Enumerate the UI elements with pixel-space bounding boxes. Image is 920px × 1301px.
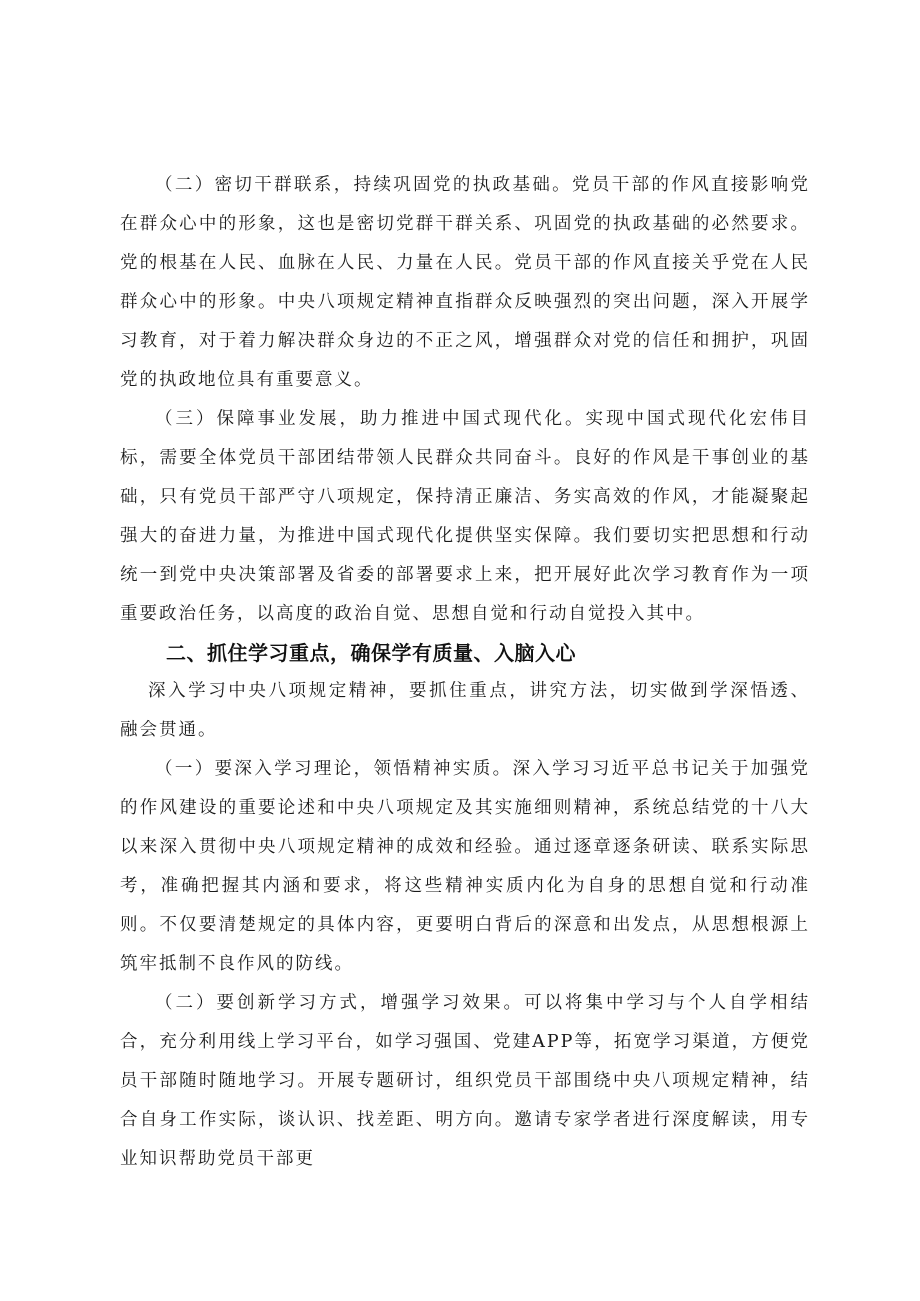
document-body bbox=[120, 166, 810, 1179]
paragraph-study-theory: （一）要深入学习理论，领悟精神实质。深入学习习近平总书记关于加强党的作风建设的重要论述和中央八项规定及其实施细则精神，系统总结党的十八大以来深入贯彻中央八项规定精神的成效和经验。通过逐章逐条研读、联系实际思考，准确把握其内涵和要求，将这些精神实质内化为自身的思想自觉和行动准则。不仅要清楚规定的具体内容，更要明白背后的深意和出发点，从思想根源上筑牢抵制不良作风的防线。 bbox=[120, 759, 810, 974]
paragraph-innovate-methods: （二）要创新学习方式，增强学习效果。可以将集中学习与个人自学相结合，充分利用线上学习平台，如学习强国、党建APP等，拓宽学习渠道，方便党员干部随时随地学习。开展专题研讨，组织党员干部围绕中央八项规定精神，结合自身工作实际，谈认识、找差距、明方向。邀请专家学者进行深度解读，用专业知识帮助党员干部更 bbox=[120, 993, 810, 1169]
section-heading: 二、抓住学习重点，确保学有质量、入脑入心 bbox=[166, 641, 576, 665]
section-intro: 深入学习中央八项规定精神，要抓住重点，讲究方法，切实做到学深悟透、融会贯通。 bbox=[120, 681, 810, 740]
paragraph-support-development: （三）保障事业发展，助力推进中国式现代化。实现中国式现代化宏伟目标，需要全体党员干部团结带领人民群众共同奋斗。良好的作风是干事创业的基础，只有党员干部严守八项规定，保持清正廉洁、务实高效的作风，才能凝聚起强大的奋进力量，为推进中国式现代化提供坚实保障。我们要切实把思想和行动统一到党中央决策部署及省委的部署要求上来，把开展好此次学习教育作为一项重要政治任务，以高度的政治自觉、思想自觉和行动自觉投入其中。 bbox=[120, 409, 810, 624]
paragraph-close-ties: （二）密切干群联系，持续巩固党的执政基础。党员干部的作风直接影响党在群众心中的形象，这也是密切党群干群关系、巩固党的执政基础的必然要求。党的根基在人民、血脉在人民、力量在人民。党员干部的作风直接关乎党在人民群众心中的形象。中央八项规定精神直指群众反映强烈的突出问题，深入开展学习教育，对于着力解决群众身边的不正之风，增强群众对党的信任和拥护，巩固党的执政地位具有重要意义。 bbox=[120, 175, 810, 390]
